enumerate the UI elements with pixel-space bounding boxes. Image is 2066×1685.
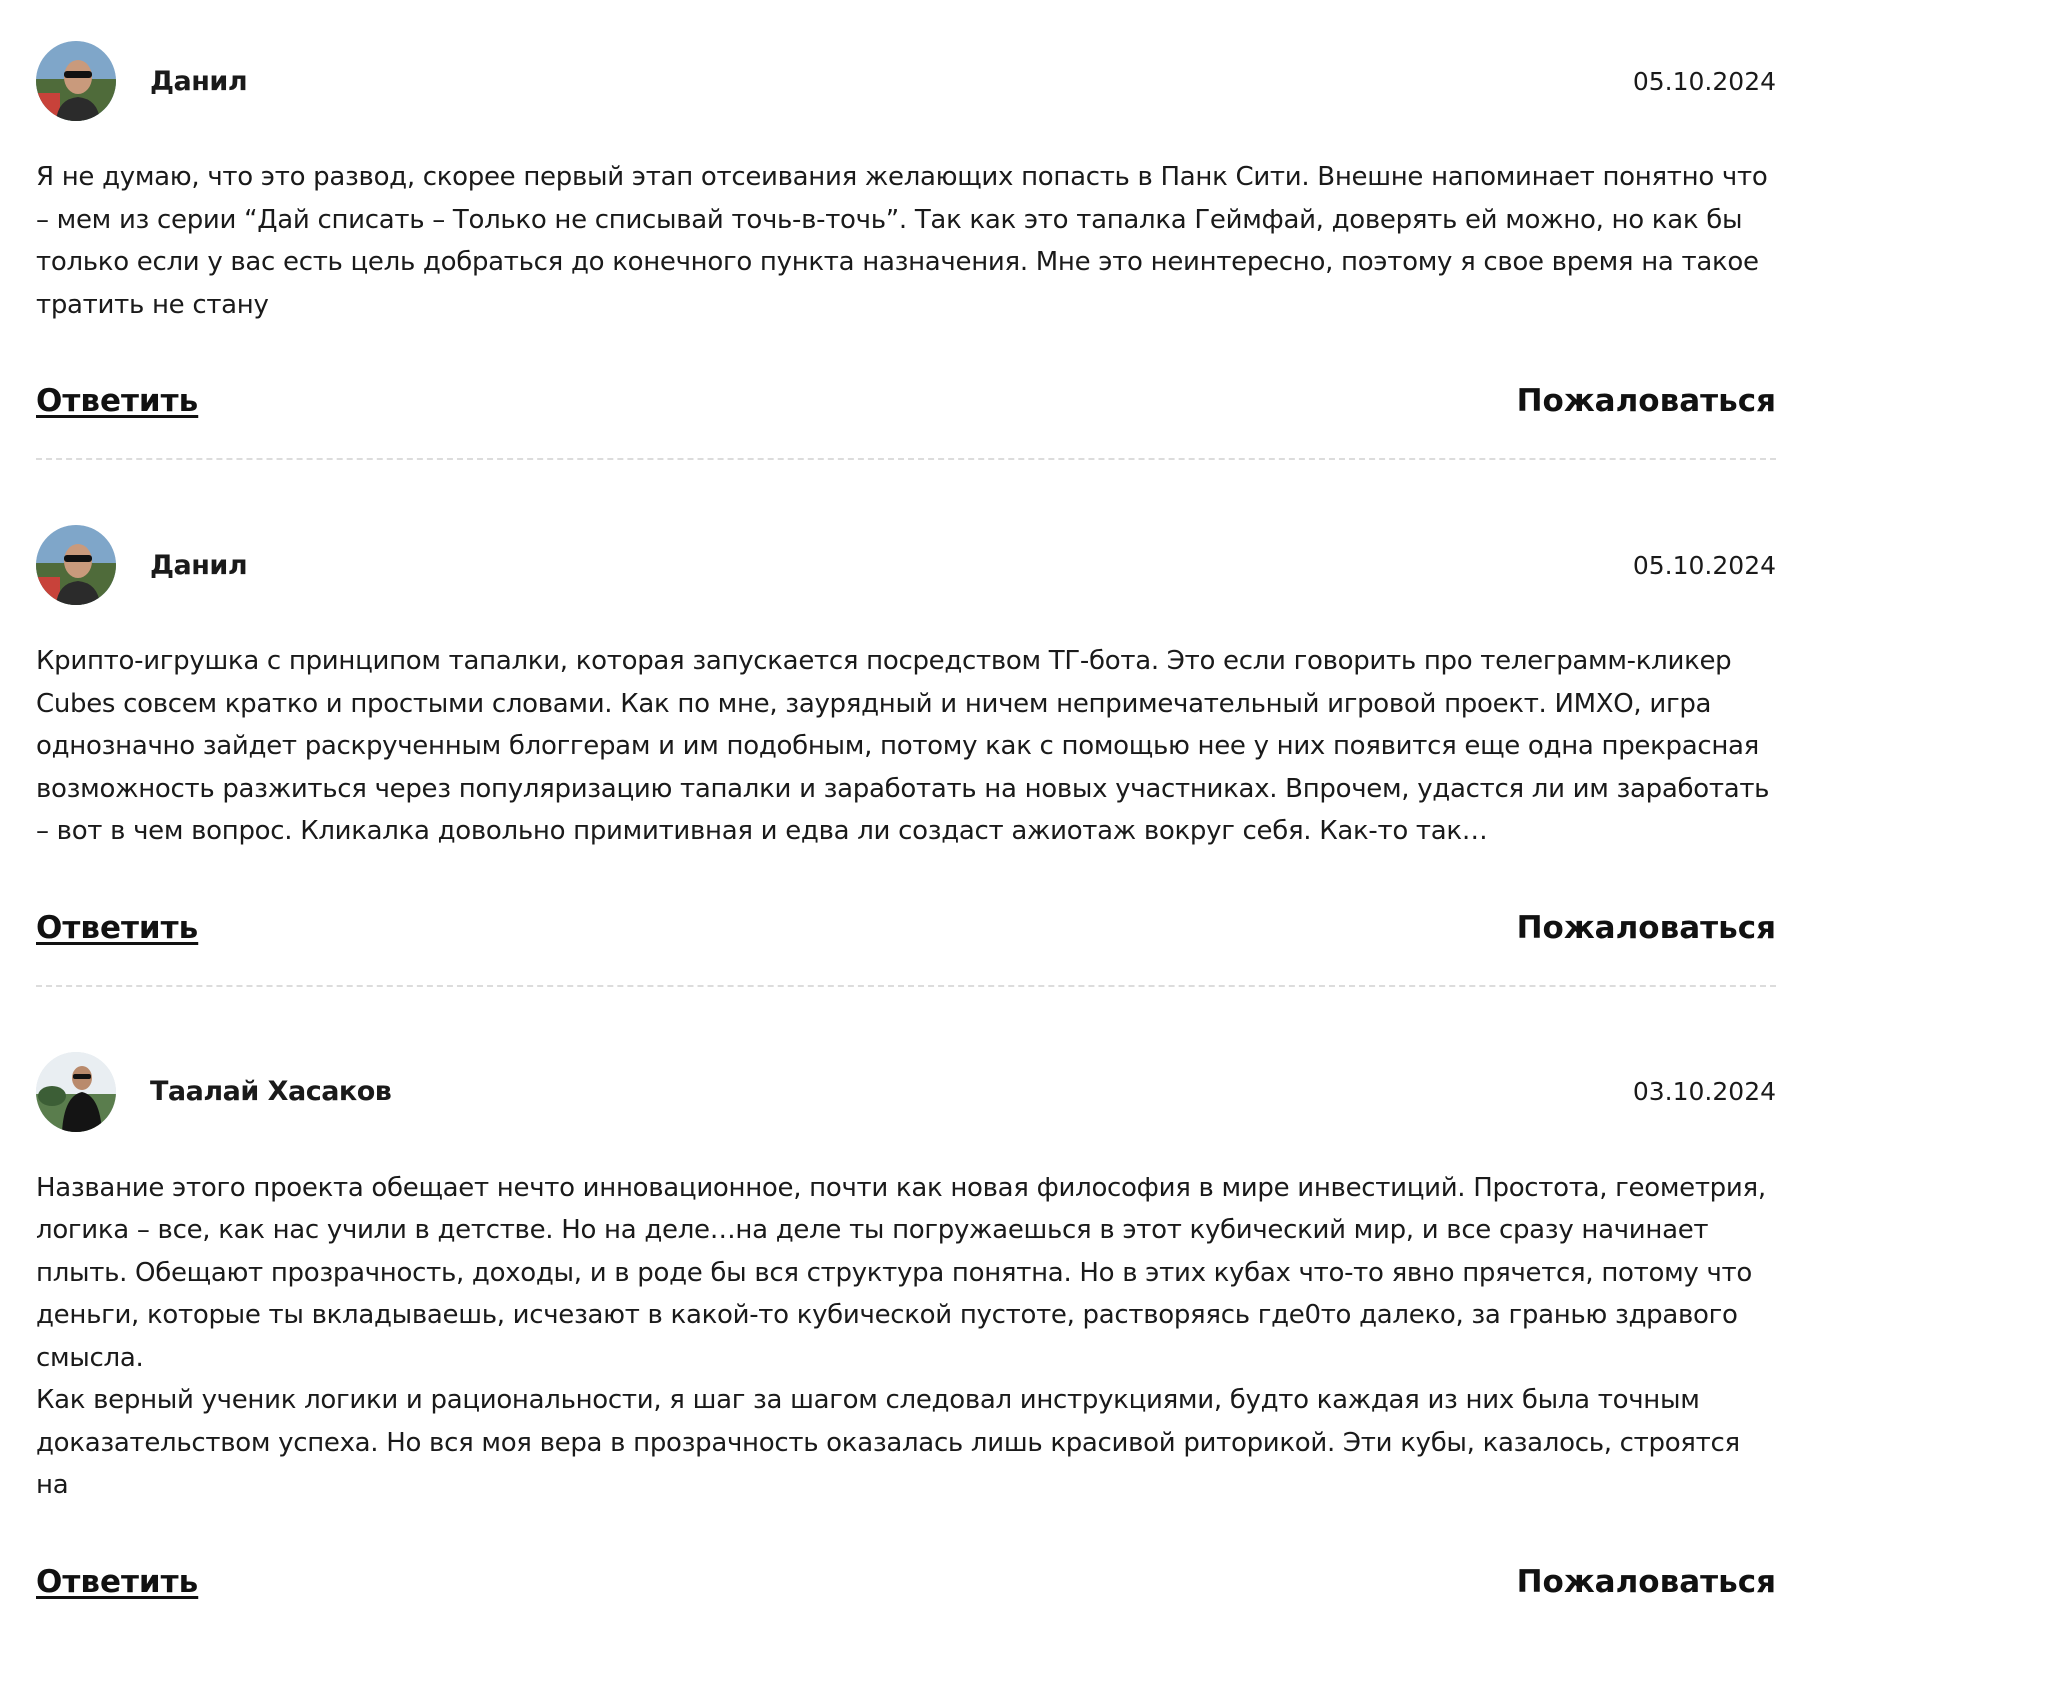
comment-author: Данил xyxy=(150,65,248,97)
comment-header xyxy=(36,524,1776,606)
comment-item xyxy=(36,40,1776,460)
comment-author: Таалай Хасаков xyxy=(150,1076,392,1107)
avatar-photo-icon xyxy=(36,525,116,605)
comment-actions xyxy=(36,889,1776,967)
comment-paragraph: Как верный ученик логики и рациональности, я шаг за шагом следовал инструкциями, будто каждая из них была точным доказательством успеха. Но вся моя вера в прозрачность оказалась лишь красивой риторикой. Эти кубы, казалось, строятся на xyxy=(36,1385,1740,1500)
comment-text xyxy=(36,156,1776,326)
comment-text xyxy=(36,640,1776,853)
report-link[interactable]: Пожаловаться xyxy=(1516,909,1776,946)
avatar xyxy=(36,1052,116,1132)
comment-header xyxy=(36,1051,1776,1133)
comment-paragraph: Я не думаю, что это развод, скорее первый этап отсеивания желающих попасть в Панк Сити. Внешне напоминает понятно что – мем из серии “Дай списать – Только не списывай точь-в-точь”. Так как это тапалка Геймфай, доверять ей можно, но как бы только если у вас есть цель добраться до конечного пункта назначения. Мне это неинтересно, поэтому я свое время на такое тратить не стану xyxy=(36,162,1768,320)
report-link[interactable]: Пожаловаться xyxy=(1516,1563,1776,1600)
comment-actions xyxy=(36,1543,1776,1621)
comment-item xyxy=(36,524,1776,987)
avatar xyxy=(36,525,116,605)
reply-link[interactable]: Ответить xyxy=(36,909,199,946)
avatar-photo-icon xyxy=(36,1052,116,1132)
reply-link[interactable]: Ответить xyxy=(36,1563,199,1600)
comment-date: 05.10.2024 xyxy=(1632,66,1776,96)
avatar-photo-icon xyxy=(36,41,116,121)
comment-text xyxy=(36,1167,1776,1507)
comment-date: 05.10.2024 xyxy=(1632,550,1776,580)
comment-paragraph: Название этого проекта обещает нечто инновационное, почти как новая философия в мире инвестиций. Простота, геометрия, логика – все, как нас учили в детстве. Но на деле…на деле ты погружаешься в этот кубический мир, и все сразу начинает плыть. Обещают прозрачность, доходы, и в роде бы вся структура понятна. Но в этих кубах что-то явно прячется, потому что деньги, которые ты вкладываешь, исчезают в какой-то кубической пустоте, растворяясь где0то далеко, за гранью здравого смысла. xyxy=(36,1172,1766,1373)
avatar xyxy=(36,41,116,121)
comment-header xyxy=(36,40,1776,122)
comment-date: 03.10.2024 xyxy=(1632,1077,1776,1106)
comments-list xyxy=(36,40,1776,1685)
comment-item xyxy=(36,1051,1776,1621)
comment-paragraph: Крипто-игрушка с принципом тапалки, которая запускается посредством ТГ-бота. Это если говорить про телеграмм-кликер Cubes совсем кратко и простыми словами. Как по мне, заурядный и ничем непримечательный игровой проект. ИМХО, игра однозначно зайдет раскрученным блоггерам и им подобным, потому как с помощью нее у них появится еще одна прекрасная возможность разжиться через популяризацию тапалки и заработать на новых участниках. Впрочем, удастся ли им заработать – вот в чем вопрос. Кликалка довольно примитивная и едва ли создаст ажиотаж вокруг себя. Как-то так… xyxy=(36,646,1770,846)
reply-link[interactable]: Ответить xyxy=(36,383,199,419)
report-link[interactable]: Пожаловаться xyxy=(1516,383,1776,419)
comment-actions xyxy=(36,362,1776,440)
comment-author: Данил xyxy=(150,549,248,581)
